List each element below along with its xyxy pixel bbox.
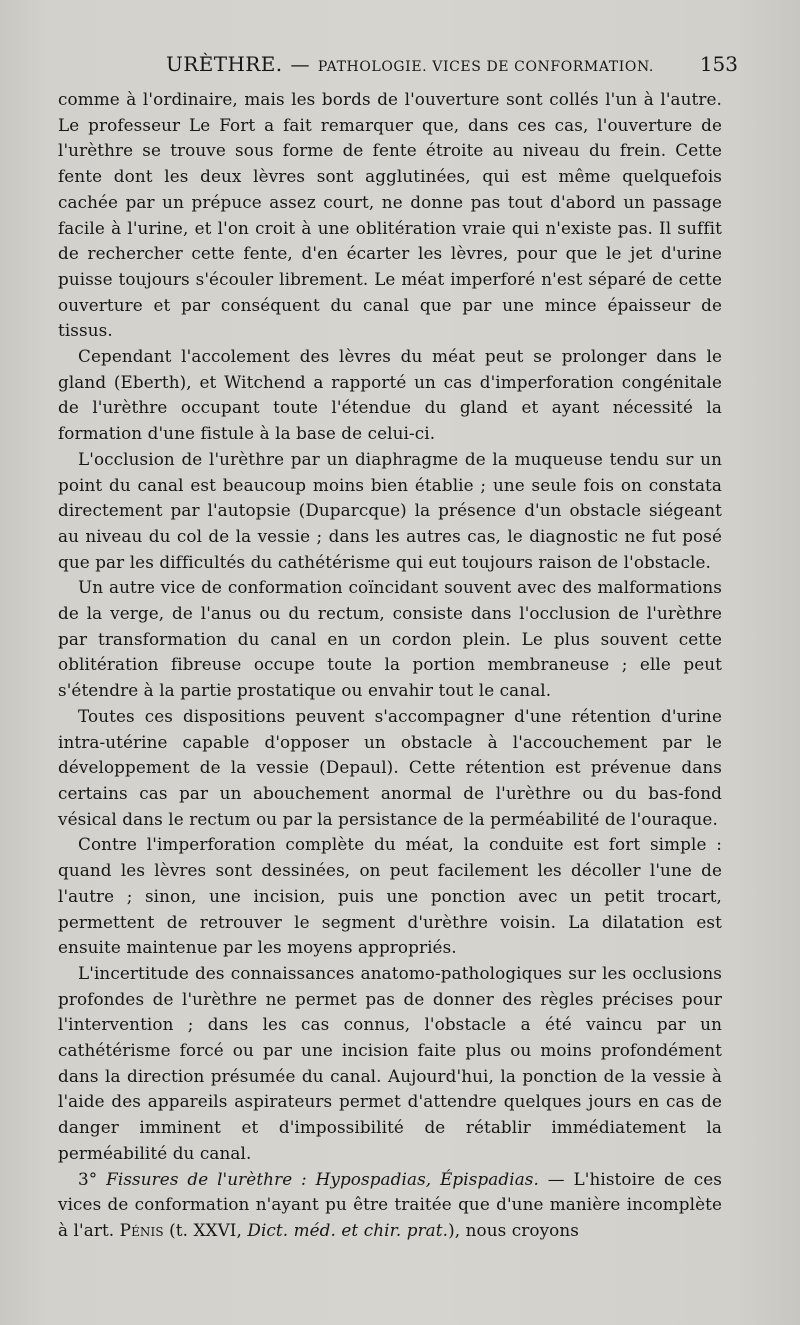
paragraph-8 bbox=[58, 1167, 722, 1244]
paragraph-1: comme à l'ordinaire, mais les bords de l'ouverture sont collés l'un à l'autre. Le professeur Le Fort a fait remarquer que, dans ces cas, l'ouverture de l'urèthre se trouve sous forme de fente étroite au niveau du frein. Cette fente dont les deux lèvres sont agglutinées, qui est même quelquefois cachée par un prépuce assez court, ne donne pas tout d'abord un passage facile à l'urine, et l'on croit à une oblitération vraie qui n'existe pas. Il suffit de rechercher cette fente, d'en écarter les lèvres, pour que le jet d'urine puisse toujours s'écouler librement. Le méat imperforé n'est séparé de cette ouverture et par conséquent du canal que par une mince épaisseur de tissus. bbox=[58, 89, 722, 341]
paragraph-8-text-b: (t. XXVI, bbox=[163, 1219, 248, 1240]
article-reference: Pénis bbox=[119, 1219, 164, 1240]
running-head-dash: — bbox=[290, 54, 310, 76]
section-title: Fissures de l'urèthre : Hypospadias, Épispadias. bbox=[106, 1168, 539, 1189]
page-header bbox=[58, 52, 738, 84]
dictionary-reference: Dict. méd. et chir. prat. bbox=[247, 1219, 449, 1240]
paragraph-3: L'occlusion de l'urèthre par un diaphragme de la muqueuse tendu sur un point du canal est beaucoup moins bien établie ; une seule fois on constata directement par l'autopsie (Duparcque) la présence d'un obstacle siégeant au niveau du col de la vessie ; dans les autres cas, le diagnostic ne fut posé que par les difficultés du cathétérisme qui eut toujours raison de l'obstacle. bbox=[58, 448, 722, 572]
page-number: 153 bbox=[699, 52, 738, 76]
body-text bbox=[58, 87, 722, 1244]
paragraph-4: Un autre vice de conformation coïncidant souvent avec des malformations de la verge, de l'anus ou du rectum, consiste dans l'occlusion de l'urèthre par transformation du canal en un cordon plein. Le plus souvent cette oblitération fibreuse occupe toute la portion membraneuse ; elle peut s'étendre à la partie prostatique ou envahir tout le canal. bbox=[58, 577, 722, 701]
running-head-title: URÈTHRE. bbox=[166, 52, 283, 76]
paragraph-8-text-c: ), nous croyons bbox=[448, 1219, 579, 1240]
paragraph-8-text-a: — L'histoire de ces vices de conformation n'ayant pu être traitée que d'une manière incomplète à l'art. bbox=[58, 1168, 723, 1240]
running-head-section: PATHOLOGIE. VICES DE CONFORMATION. bbox=[317, 59, 654, 75]
paragraph-6: Contre l'imperforation complète du méat, la conduite est fort simple : quand les lèvres sont dessinées, on peut facilement les décoller l'une de l'autre ; sinon, une incision, puis une ponction avec un petit trocart, permettent de retrouver le segment d'urèthre voisin. La dilatation est ensuite maintenue par les moyens appropriés. bbox=[58, 834, 722, 958]
running-head bbox=[166, 52, 654, 76]
paragraph-5: Toutes ces dispositions peuvent s'accompagner d'une rétention d'urine intra-utérine capable d'opposer un obstacle à l'accouchement par le développement de la vessie (Depaul). Cette rétention est prévenue dans certains cas par un abouchement anormal de l'urèthre ou du bas-fond vésical dans le rectum ou par la persistance de la perméabilité de l'ouraque. bbox=[58, 705, 722, 829]
paragraph-2: Cependant l'accolement des lèvres du méat peut se prolonger dans le gland (Eberth), et Witchend a rapporté un cas d'imperforation congénitale de l'urèthre occupant toute l'étendue du gland et ayant nécessité la formation d'une fistule à la base de celui-ci. bbox=[58, 346, 722, 444]
section-number: 3° bbox=[78, 1168, 98, 1189]
paragraph-7: L'incertitude des connaissances anatomo-pathologiques sur les occlusions profondes de l'urèthre ne permet pas de donner des règles précises pour l'intervention ; dans les cas connus, l'obstacle a été vaincu par un cathétérisme forcé ou par une incision faite plus ou moins profondément dans la direction présumée du canal. Aujourd'hui, la ponction de la vessie à l'aide des appareils aspirateurs permet d'attendre quelques jours en cas de danger imminent et d'impossibilité de rétablir immédiatement la perméabilité du canal. bbox=[58, 962, 722, 1163]
